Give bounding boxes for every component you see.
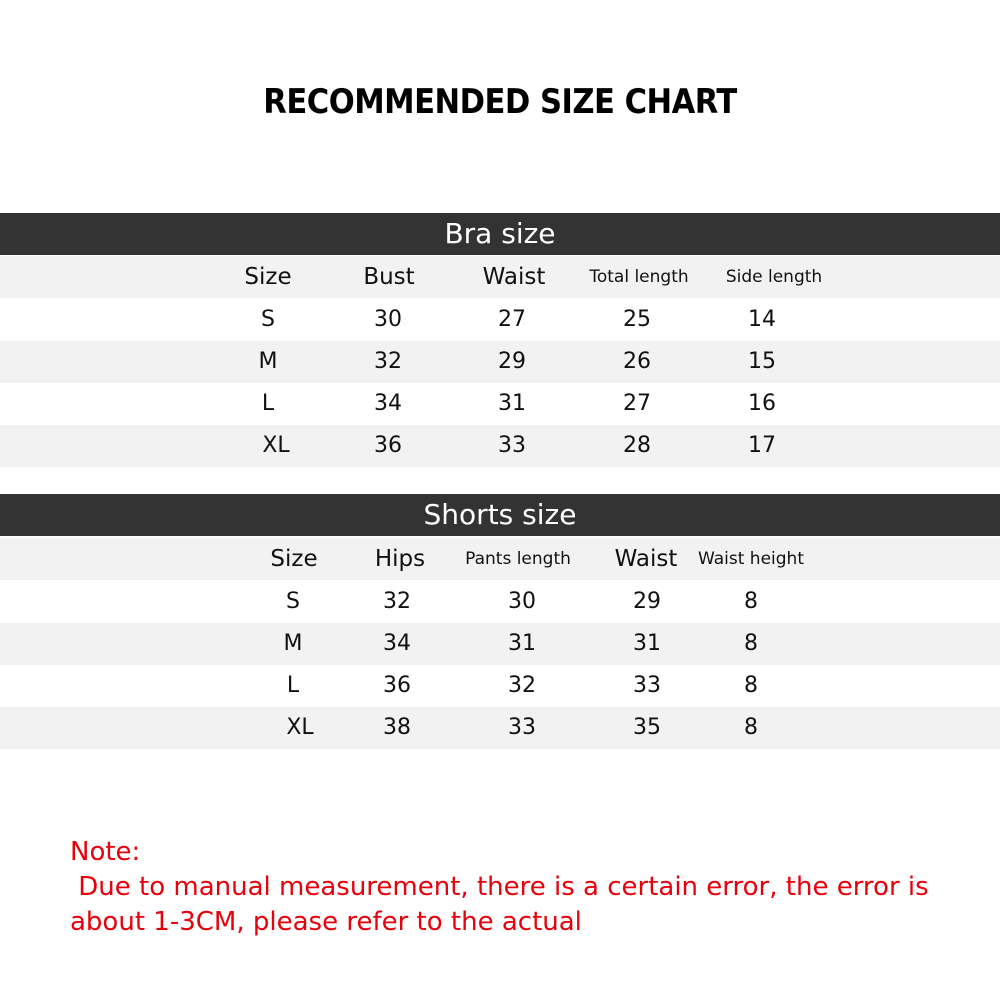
bra-col-size: Size <box>244 264 292 290</box>
shorts-cell-waist: 31 <box>633 631 661 656</box>
shorts-cell-pants-length: 31 <box>508 631 536 656</box>
table-row <box>0 665 1000 707</box>
shorts-col-pants-length: Pants length <box>465 549 571 569</box>
shorts-size-banner: Shorts size <box>0 494 1000 536</box>
shorts-cell-size: L <box>286 673 300 698</box>
bra-col-waist: Waist <box>482 264 546 290</box>
bra-size-banner: Bra size <box>0 213 1000 255</box>
bra-col-total-length: Total length <box>589 267 689 287</box>
bra-table-header <box>0 256 1000 298</box>
bra-cell-size: S <box>261 307 275 332</box>
table-row <box>0 581 1000 623</box>
bra-cell-total-length: 27 <box>623 391 651 416</box>
bra-cell-waist: 27 <box>498 307 526 332</box>
bra-cell-waist: 29 <box>498 349 526 374</box>
bra-cell-bust: 30 <box>374 307 402 332</box>
shorts-cell-waist-height: 8 <box>744 715 758 740</box>
shorts-cell-hips: 38 <box>383 715 411 740</box>
shorts-cell-hips: 32 <box>383 589 411 614</box>
bra-cell-total-length: 25 <box>623 307 651 332</box>
bra-cell-bust: 36 <box>374 433 402 458</box>
shorts-cell-pants-length: 30 <box>508 589 536 614</box>
table-row <box>0 425 1000 467</box>
shorts-table-header <box>0 538 1000 580</box>
shorts-cell-pants-length: 33 <box>508 715 536 740</box>
bra-col-side-length: Side length <box>725 267 823 287</box>
measurement-note <box>70 835 970 940</box>
shorts-cell-size: XL <box>286 715 314 740</box>
bra-cell-side-length: 14 <box>748 307 776 332</box>
shorts-col-waist-height: Waist height <box>698 549 804 569</box>
table-row <box>0 707 1000 749</box>
bra-cell-bust: 34 <box>374 391 402 416</box>
shorts-cell-waist-height: 8 <box>744 589 758 614</box>
page-title: RECOMMENDED SIZE CHART <box>263 82 737 122</box>
bra-cell-side-length: 17 <box>748 433 776 458</box>
shorts-cell-waist: 29 <box>633 589 661 614</box>
shorts-cell-waist-height: 8 <box>744 673 758 698</box>
bra-cell-waist: 31 <box>498 391 526 416</box>
shorts-cell-hips: 36 <box>383 673 411 698</box>
bra-cell-size: L <box>261 391 275 416</box>
bra-cell-total-length: 26 <box>623 349 651 374</box>
note-line-1: Due to manual measurement, there is a certain error, the error is <box>70 872 929 902</box>
shorts-cell-waist-height: 8 <box>744 631 758 656</box>
table-row <box>0 341 1000 383</box>
shorts-cell-size: M <box>283 631 303 656</box>
bra-cell-side-length: 16 <box>748 391 776 416</box>
bra-cell-size: M <box>258 349 278 374</box>
table-row <box>0 299 1000 341</box>
shorts-col-size: Size <box>270 546 318 572</box>
bra-col-bust: Bust <box>363 264 415 290</box>
bra-cell-waist: 33 <box>498 433 526 458</box>
note-label: Note: <box>70 837 141 867</box>
bra-cell-bust: 32 <box>374 349 402 374</box>
shorts-col-waist: Waist <box>614 546 678 572</box>
shorts-cell-pants-length: 32 <box>508 673 536 698</box>
table-row <box>0 383 1000 425</box>
note-line-2: about 1-3CM, please refer to the actual <box>70 907 582 937</box>
shorts-cell-hips: 34 <box>383 631 411 656</box>
table-row <box>0 623 1000 665</box>
bra-cell-size: XL <box>262 433 290 458</box>
bra-cell-total-length: 28 <box>623 433 651 458</box>
shorts-cell-waist: 35 <box>633 715 661 740</box>
shorts-cell-waist: 33 <box>633 673 661 698</box>
shorts-cell-size: S <box>286 589 300 614</box>
bra-cell-side-length: 15 <box>748 349 776 374</box>
shorts-col-hips: Hips <box>374 546 426 572</box>
